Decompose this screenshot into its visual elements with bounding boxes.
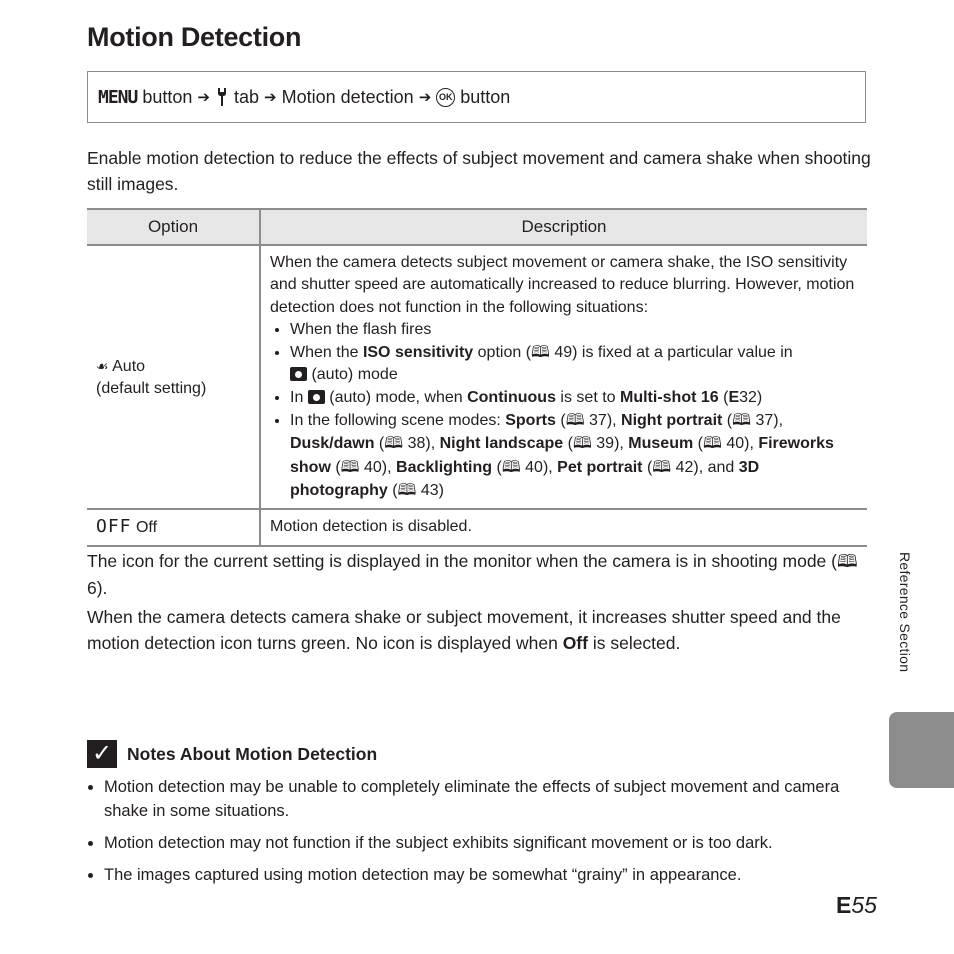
list-item: • The images captured using motion detection may be somewhat “grainy” in appearance. (104, 863, 884, 887)
book-icon: 🕮 (384, 433, 404, 453)
book-icon: 🕮 (397, 479, 417, 499)
table-row (87, 509, 867, 545)
page-number: E55 (836, 892, 877, 918)
options-table (87, 208, 867, 547)
notes-title: Notes About Motion Detection (127, 743, 378, 764)
arrow-right-icon: ➔ (418, 89, 432, 106)
book-icon: 🕮 (531, 342, 550, 362)
option-default-note: (default setting) (96, 379, 207, 397)
nav-item-text: Motion detection (281, 86, 414, 107)
section-side-label: Reference Section (897, 552, 913, 673)
page-title: Motion Detection (87, 22, 302, 52)
ok-button-icon: OK (436, 88, 455, 107)
camera-icon (308, 390, 325, 404)
description-cell: Motion detection is disabled. (260, 509, 867, 545)
option-cell (87, 245, 260, 509)
book-icon: 🕮 (501, 456, 521, 476)
description-cell (260, 245, 867, 509)
book-icon: 🕮 (732, 410, 752, 430)
menu-path-box (87, 71, 866, 123)
nav-button-text: button (142, 86, 193, 107)
book-icon: 🕮 (702, 433, 722, 453)
book-icon: 🕮 (572, 433, 592, 453)
reference-e-icon: E (836, 892, 852, 918)
nav-button-text: button (460, 86, 511, 107)
body-paragraph: The icon for the current setting is displayed in the monitor when the camera is in shooting mode (🕮 6). (87, 551, 858, 598)
checkmark-icon: ✓ (87, 740, 117, 768)
situation-list (270, 319, 859, 502)
list-item: • In the following scene modes: Sports (🕮 37), Night portrait (🕮 37), Dusk/dawn (🕮 38), Night landscape (🕮 39), Museum (🕮 40), Fireworks show (🕮 40), Backlighting (🕮 40), Pet portrait (🕮 42), and 3D photography (🕮 43) (290, 409, 859, 502)
list-item: • Motion detection may not function if the subject exhibits significant movement or is too dark. (104, 831, 884, 855)
reference-e-icon: E (728, 388, 740, 406)
list-item: • When the ISO sensitivity option (🕮 49) is fixed at a particular value in (auto) mode (290, 341, 859, 387)
book-icon: 🕮 (836, 552, 858, 572)
option-label: Auto (112, 357, 146, 375)
book-icon: 🕮 (340, 456, 360, 476)
intro-paragraph: Enable motion detection to reduce the effects of subject movement and camera shake when shooting still images. (87, 148, 871, 194)
section-tab-marker (889, 712, 954, 788)
motion-detection-auto-icon: ☙ (96, 357, 109, 374)
notes-list (87, 775, 884, 895)
body-paragraph: When the camera detects camera shake or subject movement, it increases shutter speed and the motion detection icon turns green. No icon is displayed when Off is selected. (87, 607, 841, 653)
arrow-right-icon: ➔ (197, 89, 210, 106)
description-column-header: Description (260, 209, 867, 245)
arrow-right-icon: ➔ (264, 89, 277, 106)
list-item: • In (auto) mode, when Continuous is set to Multi-shot 16 (E32) (290, 387, 859, 409)
book-icon: 🕮 (652, 456, 672, 476)
description-text: When the camera detects subject movement or camera shake, the ISO sensitivity and shutter speed are automatically increased to reduce blurring. However, motion detection does not function in the following situations: (270, 254, 855, 316)
notes-heading (87, 740, 377, 768)
list-item: • Motion detection may be unable to completely eliminate the effects of subject movement and camera shake in some situations. (104, 775, 884, 823)
option-label: Off (135, 518, 158, 536)
option-column-header: Option (87, 209, 260, 245)
menu-icon: MENU (98, 86, 138, 108)
option-cell (87, 509, 260, 545)
list-item: • When the flash fires (290, 319, 859, 341)
wrench-icon (215, 87, 229, 107)
nav-tab-text: tab (233, 86, 260, 107)
camera-icon (290, 367, 307, 381)
book-icon: 🕮 (565, 410, 585, 430)
table-row (87, 245, 867, 509)
motion-detection-off-icon: OFF (96, 515, 132, 537)
